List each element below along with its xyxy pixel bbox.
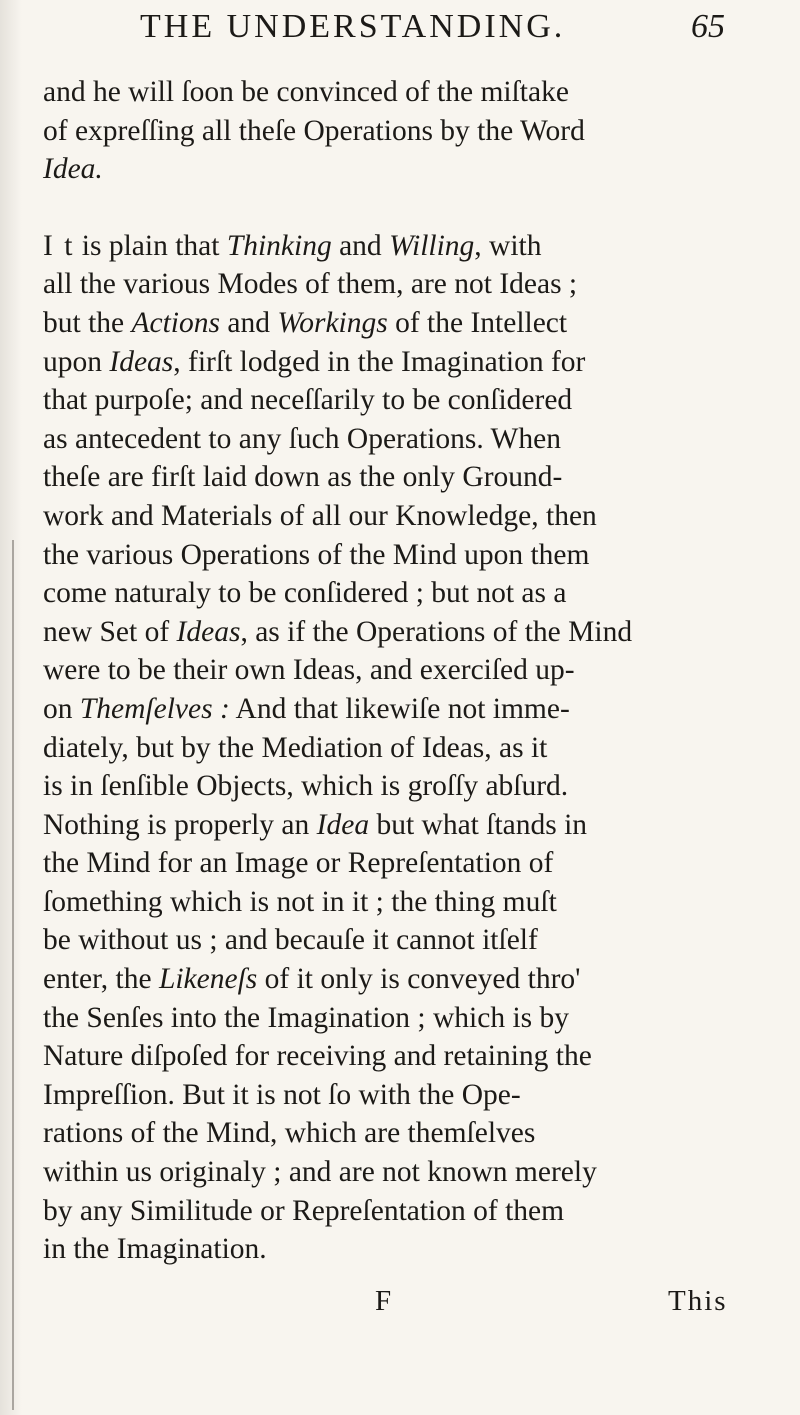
body-text — [43, 73, 733, 1269]
signature-mark: F — [375, 1285, 392, 1317]
text-segment: work and Materials of all our Knowledge, then — [43, 499, 597, 532]
text-segment: and — [331, 229, 390, 262]
text-segment: , as if the Operations of the Mind — [240, 615, 633, 648]
text-segment: And that likewiſe not imme- — [229, 692, 570, 725]
text-segment: Nothing is properly an — [43, 808, 317, 841]
text-segment: of the Intellect — [387, 306, 568, 339]
italic-word: Idea — [316, 808, 370, 841]
page-edge — [12, 540, 20, 1410]
text-segment: as antecedent to any ſuch Operations. When — [43, 422, 561, 455]
text-line — [43, 112, 733, 151]
italic-word: Ideas — [176, 615, 241, 648]
italic-word: Actions — [131, 306, 220, 339]
text-line — [43, 574, 733, 613]
text-segment: theſe are firſt laid down as the only Ground- — [43, 461, 563, 494]
text-line — [43, 304, 733, 343]
page-footer — [0, 1285, 800, 1329]
text-segment: the Mind for an Image or Repreſentation of — [43, 847, 554, 880]
text-line — [43, 381, 733, 420]
text-line — [43, 613, 733, 652]
text-segment: come naturaly to be conſidered ; but not as a — [43, 577, 567, 610]
text-line — [43, 227, 733, 266]
text-segment: enter, the — [43, 963, 159, 996]
text-segment: I t — [43, 229, 75, 262]
text-line — [43, 458, 733, 497]
italic-word: Willing — [389, 229, 475, 262]
text-segment: new Set of — [43, 615, 177, 648]
text-line — [43, 343, 733, 382]
text-line — [43, 1153, 733, 1192]
italic-word: Idea. — [43, 153, 103, 186]
text-line — [43, 806, 733, 845]
text-line — [43, 844, 733, 883]
running-title: THE UNDERSTANDING. — [140, 8, 566, 45]
running-head — [110, 6, 725, 54]
text-line — [43, 767, 733, 806]
text-segment: upon — [43, 345, 110, 378]
text-segment: ſomething which is not in it ; the thing muſt — [43, 885, 557, 918]
text-line — [43, 651, 733, 690]
italic-word: Ideas — [109, 345, 174, 378]
text-segment: but the — [43, 306, 132, 339]
text-line — [43, 150, 733, 189]
text-line — [43, 420, 733, 459]
text-segment: and he will ſoon be convinced of the miſtake — [43, 76, 569, 108]
text-line — [43, 729, 733, 768]
text-segment: is plain that — [74, 229, 227, 262]
catchword: This — [668, 1285, 728, 1317]
text-segment: is in ſenſible Objects, which is groſſy abſurd. — [43, 770, 569, 803]
text-segment: be without us ; and becauſe it cannot itſelf — [43, 924, 538, 957]
text-line — [43, 690, 733, 729]
text-segment: rations of the Mind, which are themſelves — [43, 1117, 536, 1150]
text-line — [43, 960, 733, 999]
italic-word: Workings — [277, 306, 388, 339]
text-line — [43, 73, 733, 112]
text-segment: on — [43, 692, 80, 725]
italic-word: Likeneſs — [158, 963, 258, 996]
italic-word: Thinking — [226, 229, 332, 262]
text-segment: in the Imagination. — [43, 1233, 267, 1266]
text-line — [43, 1076, 733, 1115]
text-segment: within us originaly ; and are not known merely — [43, 1156, 597, 1189]
text-segment: and — [220, 306, 278, 339]
page-number: 65 — [691, 8, 725, 45]
text-segment: the Senſes into the Imagination ; which is by — [43, 1001, 570, 1034]
text-line — [43, 497, 733, 536]
text-segment: by any Similitude or Repreſentation of them — [43, 1194, 565, 1227]
text-segment: , with — [474, 229, 542, 262]
text-segment: of expreſſing all theſe Operations by the Word — [43, 114, 585, 147]
text-segment: Nature diſpoſed for receiving and retaining the — [43, 1040, 592, 1073]
text-segment: that purpoſe; and neceſſarily to be conſidered — [43, 384, 573, 417]
text-segment: diately, but by the Mediation of Ideas, as it — [43, 731, 548, 764]
text-line — [43, 999, 733, 1038]
italic-word: Themſelves : — [79, 692, 230, 725]
text-line — [43, 883, 733, 922]
text-segment: , firſt lodged in the Imagination for — [173, 345, 586, 378]
text-segment: the various Operations of the Mind upon them — [43, 538, 590, 571]
text-segment: of it only is conveyed thro' — [257, 963, 581, 996]
text-line — [43, 1114, 733, 1153]
text-segment: Impreſſion. But it is not ſo with the Ope- — [43, 1078, 521, 1111]
text-segment: all the various Modes of them, are not Ideas ; — [43, 268, 578, 301]
text-line — [43, 536, 733, 575]
text-line — [43, 1192, 733, 1231]
text-segment: were to be their own Ideas, and exerciſed up- — [43, 654, 575, 687]
text-line — [43, 265, 733, 304]
text-line — [43, 1230, 733, 1269]
text-segment: but what ſtands in — [369, 808, 588, 841]
text-line — [43, 921, 733, 960]
text-line — [43, 1037, 733, 1076]
